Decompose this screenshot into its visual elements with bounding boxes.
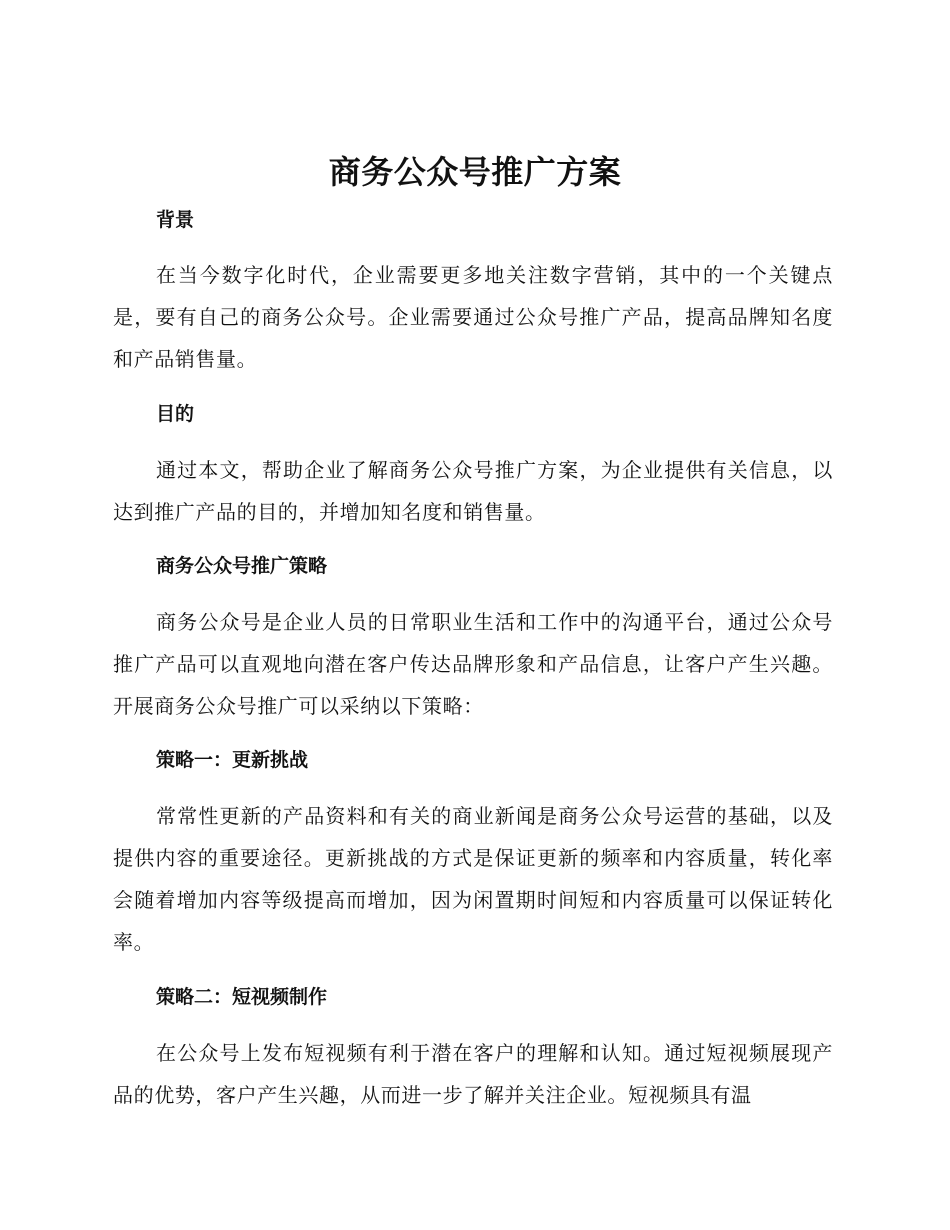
section-heading-strategy: 商务公众号推广策略	[156, 555, 328, 577]
section-heading-purpose: 目的	[156, 403, 195, 425]
document-title: 商务公众号推广方案	[328, 153, 622, 191]
section-heading-strategy-two: 策略二：短视频制作	[156, 986, 328, 1008]
section-heading-strategy-one: 策略一：更新挑战	[156, 749, 309, 771]
section-paragraph-strategy: 商务公众号是企业人员的日常职业生活和工作中的沟通平台，通过公众号推广产品可以直观地向潜在客户传达品牌形象和产品信息，让客户产生兴趣。开展商务公众号推广可以采纳以下策略：	[113, 610, 833, 718]
section-heading-background: 背景	[156, 209, 195, 231]
section-paragraph-strategy-two: 在公众号上发布短视频有利于潜在客户的理解和认知。通过短视频展现产品的优势，客户产生兴趣，从而进一步了解并关注企业。短视频具有温	[113, 1041, 833, 1107]
section-paragraph-purpose: 通过本文，帮助企业了解商务公众号推广方案，为企业提供有关信息，以达到推广产品的目的，并增加知名度和销售量。	[113, 458, 833, 524]
section-paragraph-strategy-one: 常常性更新的产品资料和有关的商业新闻是商务公众号运营的基础，以及提供内容的重要途径。更新挑战的方式是保证更新的频率和内容质量，转化率会随着增加内容等级提高而增加，因为闲置期时间短和内容质量可以保证转化率。	[113, 804, 833, 954]
section-paragraph-background: 在当今数字化时代，企业需要更多地关注数字营销，其中的一个关键点是，要有自己的商务公众号。企业需要通过公众号推广产品，提高品牌知名度和产品销售量。	[113, 263, 833, 371]
